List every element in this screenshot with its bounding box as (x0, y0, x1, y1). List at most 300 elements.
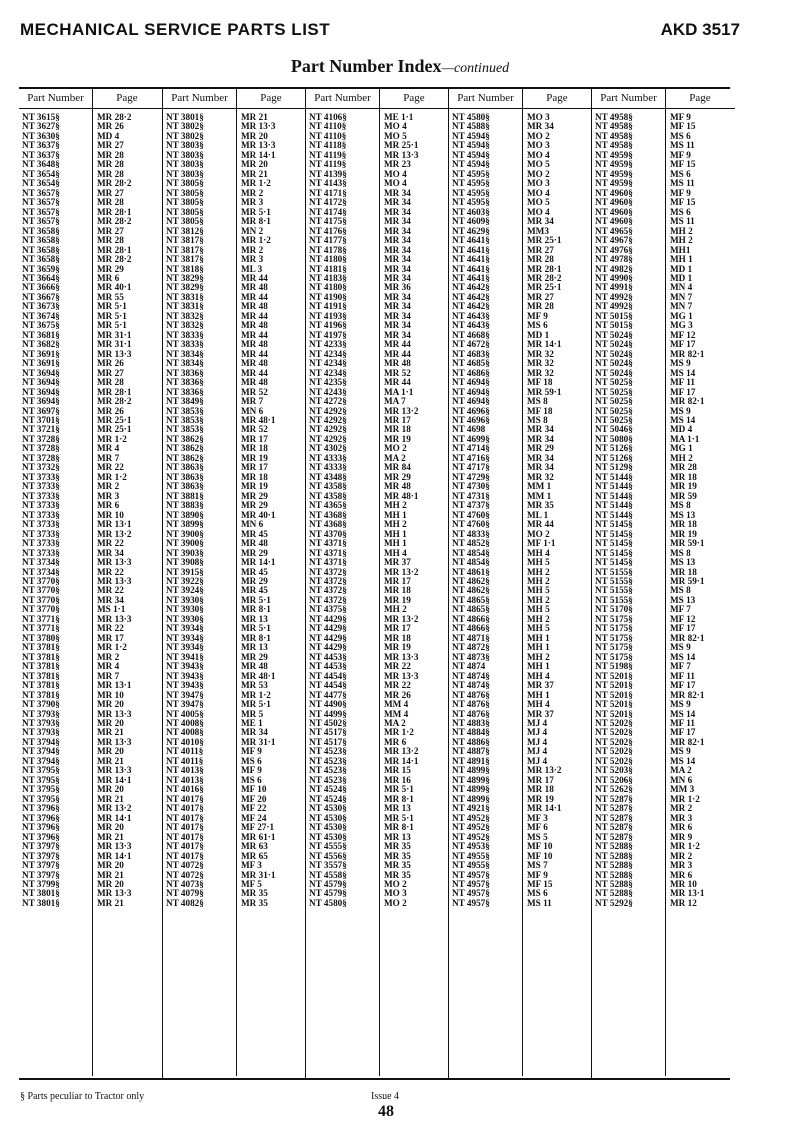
part-number-cell: NT 3862§ (166, 443, 204, 454)
part-number-cell: NT 3682§ (22, 339, 60, 350)
part-number-cell: NT 5025§ (595, 396, 633, 407)
part-number-cell: NT 3862§ (166, 452, 204, 463)
part-number-cell: NT 4523§ (309, 774, 347, 785)
part-number-cell: NT 4668§ (452, 329, 490, 340)
part-number-cell: NT 4180§ (309, 282, 347, 293)
page-ref-cell: MR 19 (384, 594, 411, 605)
part-number-cell: NT 4579§ (309, 888, 347, 899)
part-number-cell: NT 3648§ (22, 159, 60, 170)
page-ref-cell: MR 2 (97, 651, 120, 662)
part-number-cell: NT 4982§ (595, 263, 633, 274)
page-ref-cell: MR 18 (384, 632, 411, 643)
page-ref-cell: MR 2 (241, 187, 264, 198)
page-ref-cell: MH 2 (384, 500, 407, 511)
page-ref-cell: MR 45 (241, 566, 268, 577)
page-ref-cell: MM 3 (670, 784, 695, 795)
page-ref-cell: MR 26 (97, 121, 124, 132)
part-number-cell: NT 4017§ (166, 812, 204, 823)
page-ref-cell: MR 1·2 (241, 178, 271, 189)
part-number-cell: NT 4594§ (452, 130, 490, 141)
part-number-cell: NT 4594§ (452, 140, 490, 151)
page-ref-cell: MR 82·1 (670, 348, 705, 359)
part-number-cell: NT 4580§ (309, 897, 347, 908)
part-number-cell: NT 4952§ (452, 812, 490, 823)
page-ref-cell: MR 44 (241, 367, 268, 378)
page-ref-cell: MR 27 (97, 225, 124, 236)
part-number-cell: NT 4833§ (452, 528, 490, 539)
part-number-cell: NT 4957§ (452, 869, 490, 880)
page-ref-cell: MR 28 (97, 168, 124, 179)
part-number-cell: NT 5201§ (595, 689, 633, 700)
page-ref-cell: MR 13·3 (97, 557, 132, 568)
page-ref-cell: MR 45 (241, 585, 268, 596)
part-number-cell: NT 3793§ (22, 727, 60, 738)
page-ref-cell: MR 32 (527, 471, 554, 482)
page-ref-cell: MR 29 (241, 547, 268, 558)
page-ref-cell: MR 44 (241, 348, 268, 359)
page-ref-cell: MR 65 (241, 850, 268, 861)
part-number-cell: NT 3834§ (166, 358, 204, 369)
page-ref-cell: MR 44 (527, 519, 554, 530)
part-number-cell: NT 4642§ (452, 282, 490, 293)
part-number-cell: NT 3654§ (22, 178, 60, 189)
part-number-cell: NT 4952§ (452, 822, 490, 833)
part-number-cell: NT 4072§ (166, 869, 204, 880)
page-ref-cell: MH 2 (384, 519, 407, 530)
page-ref-cell: MH 5 (527, 585, 550, 596)
part-number-cell: NT 4953§ (452, 841, 490, 852)
part-number-cell: NT 3801§ (22, 888, 60, 899)
part-number-cell: NT 3831§ (166, 291, 204, 302)
part-number-cell: NT 5201§ (595, 708, 633, 719)
page-ref-cell: MR 26 (384, 689, 411, 700)
page-ref-cell: MO 2 (527, 168, 550, 179)
page-ref-cell: MR 19 (241, 452, 268, 463)
page-ref-cell: MR 34 (384, 197, 411, 208)
page-ref-cell: MF 1·1 (527, 538, 556, 549)
page-ref-cell: MR 34 (384, 187, 411, 198)
page-ref-cell: MF 17 (670, 680, 696, 691)
page-ref-cell: MR 26 (97, 358, 124, 369)
page-ref-cell: MR 19 (384, 433, 411, 444)
page-ref-cell: MR 6 (670, 822, 693, 833)
part-number-cell: NT 3947§ (166, 689, 204, 700)
part-number-cell: NT 4960§ (595, 187, 633, 198)
part-number-cell: NT 3694§ (22, 377, 60, 388)
part-number-cell: NT 3930§ (166, 594, 204, 605)
page-ref-cell: MR 55 (97, 291, 124, 302)
page-ref-cell: MR 31·1 (241, 736, 276, 747)
part-number-cell: NT 5287§ (595, 822, 633, 833)
page-ref-cell: MO 4 (384, 121, 407, 132)
page-ref-cell: MR 10 (97, 689, 124, 700)
page-ref-cell: MR 13·2 (527, 765, 562, 776)
table-header (19, 89, 162, 109)
page-ref-cell: MR 3 (97, 490, 120, 501)
part-number-cell: NT 4011§ (166, 755, 204, 766)
page-ref-cell: MS 11 (670, 178, 695, 189)
part-number-cell: NT 5175§ (595, 651, 633, 662)
part-number-cell: NT 4139§ (309, 168, 347, 179)
page-ref-cell: MF 15 (670, 197, 696, 208)
page-ref-cell: MR 13·3 (384, 149, 419, 160)
page-ref-cell: MR 28·2 (97, 216, 132, 227)
part-number-cell: NT 4368§ (309, 519, 347, 530)
part-number-cell: NT 3795§ (22, 774, 60, 785)
part-number-cell: NT 3836§ (166, 386, 204, 397)
header-part-number: Part Number (163, 89, 237, 108)
part-number-cell: NT 4899§ (452, 765, 490, 776)
part-number-cell: NT 3734§ (22, 557, 60, 568)
page-ref-cell: MO 4 (384, 178, 407, 189)
column-group (162, 89, 306, 1078)
part-number-cell: NT 3658§ (22, 225, 60, 236)
page-ref-cell: MS 6 (670, 130, 691, 141)
page-ref-cell: MR 82·1 (670, 689, 705, 700)
page-ref-cell: MR 21 (97, 869, 124, 880)
page-ref-cell: MR 13·3 (97, 348, 132, 359)
page-ref-cell: MF 3 (241, 860, 262, 871)
page-ref-cell: MR 12 (670, 897, 697, 908)
part-number-cell: NT 5202§ (595, 736, 633, 747)
row-list (306, 113, 449, 1076)
page-ref-cell: MR 28 (97, 197, 124, 208)
part-number-cell: NT 4959§ (595, 178, 633, 189)
page-ref-cell: MR 48·1 (384, 490, 419, 501)
page-ref-cell: MR 48 (241, 358, 268, 369)
part-number-cell: NT 3833§ (166, 339, 204, 350)
page-ref-cell: MR 28·1 (97, 244, 132, 255)
part-number-cell: NT 4370§ (309, 528, 347, 539)
part-number-cell: NT 4967§ (595, 235, 633, 246)
part-number-cell: NT 4641§ (452, 244, 490, 255)
part-number-cell: NT 3900§ (166, 538, 204, 549)
part-number-cell: NT 3657§ (22, 187, 60, 198)
page-ref-cell: MF 10 (527, 850, 553, 861)
part-number-cell: NT 4082§ (166, 897, 204, 908)
part-number-cell: NT 3733§ (22, 481, 60, 492)
part-number-cell: NT 4358§ (309, 490, 347, 501)
part-number-cell: NT 5155§ (595, 594, 633, 605)
part-number-cell: NT 5145§ (595, 557, 633, 568)
part-number-cell: NT 4978§ (595, 254, 633, 265)
page-ref-cell: MM 4 (384, 708, 409, 719)
part-number-cell: NT 3721§ (22, 424, 60, 435)
part-number-cell: NT 4172§ (309, 197, 347, 208)
page-ref-cell: MR 2 (670, 850, 693, 861)
part-number-cell: NT 3728§ (22, 452, 60, 463)
part-number-cell: NT 5025§ (595, 386, 633, 397)
page-ref-cell: MF 17 (670, 727, 696, 738)
page-ref-cell: MH 1 (670, 254, 693, 265)
part-number-cell: NT 3681§ (22, 329, 60, 340)
part-number-cell: NT 5175§ (595, 613, 633, 624)
part-number-cell: NT 4696§ (452, 415, 490, 425)
page-ref-cell: MR 13·3 (384, 670, 419, 681)
part-number-cell: NT 5144§ (595, 509, 633, 520)
page-ref-cell: MN 6 (670, 774, 693, 785)
page-ref-cell: MR 3 (670, 812, 693, 823)
page-ref-cell: MH 2 (527, 566, 550, 577)
part-number-cell: NT 3805§ (166, 206, 204, 217)
page-ref-cell: MR 48 (384, 481, 411, 492)
part-number-cell: NT 4872§ (452, 642, 490, 653)
page-ref-cell: MS 6 (527, 888, 548, 899)
part-number-cell: NT 3797§ (22, 850, 60, 861)
page-ref-cell: MO 2 (384, 443, 407, 454)
page-ref-cell: MR 5·1 (97, 310, 127, 321)
page-ref-cell: MR 14·1 (241, 149, 276, 160)
part-number-cell: NT 4523§ (309, 765, 347, 776)
part-number-cell: NT 5202§ (595, 718, 633, 728)
page-ref-cell: MF 17 (670, 339, 696, 350)
page-ref-cell: MF 12 (670, 613, 696, 624)
page-ref-cell: MR 28·2 (97, 396, 132, 407)
page-ref-cell: MR 63 (241, 841, 268, 852)
page-ref-cell: MR 61·1 (241, 831, 276, 842)
page-ref-cell: MR 52 (241, 386, 268, 397)
header-part-number: Part Number (19, 89, 93, 108)
page-ref-cell: MF 15 (670, 159, 696, 170)
page-ref-cell: MR 5·1 (241, 623, 271, 634)
part-number-cell: NT 5126§ (595, 443, 633, 454)
part-number-cell: NT 3659§ (22, 263, 60, 274)
page-ref-cell: MR 44 (241, 291, 268, 302)
page-ref-cell: MR 34 (384, 329, 411, 340)
header-part-number: Part Number (306, 89, 380, 108)
part-number-cell: NT 3733§ (22, 490, 60, 501)
page-ref-cell: MF 9 (670, 112, 691, 122)
part-number-cell: NT 4960§ (595, 197, 633, 208)
page-ref-cell: MR 13 (241, 642, 268, 653)
page-ref-cell: MR 8·1 (241, 216, 271, 227)
part-number-cell: NT 3627§ (22, 121, 60, 132)
part-number-cell: NT 4555§ (309, 841, 347, 852)
part-number-cell: NT 5202§ (595, 727, 633, 738)
page-ref-cell: MR 29 (527, 443, 554, 454)
page-ref-cell: MR 32 (527, 367, 554, 378)
page-ref-cell: MR 82·1 (670, 632, 705, 643)
part-number-cell: NT 4595§ (452, 178, 490, 189)
page-ref-cell: MF 9 (241, 746, 262, 757)
page-ref-cell: MR 35 (384, 869, 411, 880)
page-ref-cell: MR 29 (241, 490, 268, 501)
page-ref-cell: MR 48 (241, 339, 268, 350)
page-ref-cell: MH 1 (384, 538, 407, 549)
page-ref-cell: MS 14 (670, 415, 696, 425)
part-number-cell: NT 4178§ (309, 244, 347, 255)
part-number-cell: NT 4643§ (452, 320, 490, 331)
part-number-cell: NT 3836§ (166, 367, 204, 378)
part-number-cell: NT 4641§ (452, 263, 490, 274)
part-number-cell: NT 4899§ (452, 784, 490, 795)
part-number-cell: NT 4190§ (309, 291, 347, 302)
page-ref-cell: MR 8·1 (384, 822, 414, 833)
part-number-cell: NT 4180§ (309, 254, 347, 265)
part-number-cell: NT 3803§ (166, 149, 204, 160)
part-number-cell: NT 3900§ (166, 528, 204, 539)
part-number-cell: NT 3666§ (22, 282, 60, 293)
page-ref-cell: MJ 4 (527, 727, 548, 738)
part-number-cell: NT 3947§ (166, 699, 204, 710)
part-number-cell: NT 4502§ (309, 718, 347, 728)
page-ref-cell: ML 1 (527, 509, 549, 520)
page-ref-cell: MH 4 (527, 699, 550, 710)
part-number-cell: NT 4558§ (309, 869, 347, 880)
table-row (19, 899, 162, 908)
page-ref-cell: MR 28 (670, 462, 697, 473)
part-number-cell: NT 5024§ (595, 348, 633, 359)
part-number-cell: NT 3805§ (166, 216, 204, 227)
part-number-cell: NT 3930§ (166, 613, 204, 624)
page-ref-cell: MA 2 (384, 718, 406, 728)
page-ref-cell: MG 1 (670, 310, 693, 321)
part-number-cell: NT 4348§ (309, 471, 347, 482)
page-ref-cell: MR 20 (241, 159, 268, 170)
part-number-cell: NT 5144§ (595, 500, 633, 511)
part-number-cell: NT 5024§ (595, 339, 633, 350)
part-number-cell: NT 4523§ (309, 755, 347, 766)
part-number-cell: NT 5287§ (595, 812, 633, 823)
part-number-cell: NT 4595§ (452, 187, 490, 198)
part-number-cell: NT 3557§ (309, 860, 347, 871)
part-number-cell: NT 4899§ (452, 774, 490, 785)
page-ref-cell: MR 18 (241, 443, 268, 454)
page-ref-cell: MR 28·2 (527, 272, 562, 283)
page-ref-cell: MO 3 (384, 888, 407, 899)
page-ref-cell: MR 59·1 (527, 386, 562, 397)
part-number-cell: NT 4429§ (309, 613, 347, 624)
part-number-cell: NT 4874§ (452, 680, 490, 691)
part-number-cell: NT 4959§ (595, 149, 633, 160)
page-ref-cell: MR 35 (384, 850, 411, 861)
part-number-cell: NT 4686§ (452, 367, 490, 378)
part-number-cell: NT 3831§ (166, 301, 204, 312)
page-ref-cell: MH 1 (384, 528, 407, 539)
page-ref-cell: MR 16 (384, 774, 411, 785)
page-ref-cell: MO 5 (527, 197, 550, 208)
part-number-cell: NT 5155§ (595, 575, 633, 586)
part-number-cell: NT 3797§ (22, 841, 60, 852)
page-ref-cell: MR 13·3 (97, 575, 132, 586)
part-number-cell: NT 5170§ (595, 604, 633, 615)
part-number-cell: NT 4490§ (309, 699, 347, 710)
part-number-cell: NT 4174§ (309, 206, 347, 217)
part-number-cell: NT 4876§ (452, 689, 490, 700)
column-group (305, 89, 449, 1078)
page-ref-cell: MR 18 (384, 424, 411, 435)
part-number-cell: NT 4891§ (452, 755, 490, 766)
part-number-cell: NT 4588§ (452, 121, 490, 132)
page-ref-cell: MG 3 (670, 320, 693, 331)
page-ref-cell: MR 1·2 (97, 433, 127, 444)
part-number-cell: NT 5288§ (595, 850, 633, 861)
part-number-cell: NT 3817§ (166, 244, 204, 255)
index-title-main: Part Number Index (290, 56, 442, 76)
page-ref-cell: MO 2 (384, 897, 407, 908)
column-group (19, 89, 162, 1078)
part-number-cell: NT 4371§ (309, 538, 347, 549)
page-ref-cell: MR 21 (97, 897, 124, 908)
page-ref-cell: MR 13·2 (97, 803, 132, 814)
page-ref-cell: MR 44 (384, 339, 411, 350)
part-number-cell: NT 3794§ (22, 755, 60, 766)
part-number-cell: NT 4017§ (166, 793, 204, 804)
page-ref-cell: MR 7 (241, 396, 264, 407)
page-ref-cell: MR 1·2 (670, 793, 700, 804)
page-ref-cell: MR 20 (97, 699, 124, 710)
part-number-cell: NT 5024§ (595, 358, 633, 369)
part-number-cell: NT 3863§ (166, 462, 204, 473)
table-row (449, 899, 592, 908)
part-number-cell: NT 3829§ (166, 282, 204, 293)
part-number-cell: NT 4556§ (309, 850, 347, 861)
page-ref-cell: MF 7 (670, 661, 691, 672)
page-ref-cell: MR 37 (384, 557, 411, 568)
part-number-cell: NT 4235§ (309, 377, 347, 388)
page-ref-cell: MR 13·2 (384, 405, 419, 416)
part-number-cell: NT 4517§ (309, 736, 347, 747)
part-number-cell: NT 3733§ (22, 471, 60, 482)
part-number-cell: NT 4862§ (452, 585, 490, 596)
part-number-cell: NT 4730§ (452, 481, 490, 492)
part-number-cell: NT 3796§ (22, 812, 60, 823)
page-ref-cell: MF 9 (527, 310, 548, 321)
page-ref-cell: MR 17 (384, 623, 411, 634)
part-number-cell: NT 5145§ (595, 528, 633, 539)
page-ref-cell: MF 15 (527, 878, 553, 889)
page-ref-cell: MF 11 (670, 718, 695, 728)
page-ref-cell: MR 14·1 (384, 755, 419, 766)
part-number-cell: NT 3829§ (166, 272, 204, 283)
part-number-cell: NT 3781§ (22, 680, 60, 691)
page-ref-cell: MR 17 (384, 575, 411, 586)
page-ref-cell: MS 8 (527, 415, 548, 425)
header-page: Page (116, 92, 138, 104)
page-ref-cell: MR 29 (384, 471, 411, 482)
header-page: Page (546, 92, 568, 104)
part-number-cell: NT 4234§ (309, 348, 347, 359)
part-number-cell: NT 3657§ (22, 206, 60, 217)
part-number-cell: NT 3817§ (166, 254, 204, 265)
header-page: Page (689, 92, 711, 104)
page-ref-cell: MR 27 (527, 244, 554, 255)
table-header (306, 89, 449, 109)
page-ref-cell: MR 13·2 (384, 566, 419, 577)
page-ref-cell: MF 9 (241, 765, 262, 776)
page-ref-cell: MR 13 (384, 831, 411, 842)
table-row (163, 899, 306, 908)
part-number-cell: NT 4952§ (452, 831, 490, 842)
part-number-cell: NT 4866§ (452, 613, 490, 624)
part-number-cell: NT 5198§ (595, 661, 633, 672)
part-number-cell: NT 4642§ (452, 301, 490, 312)
page-ref-cell: MR 17 (527, 774, 554, 785)
part-number-cell: NT 3797§ (22, 860, 60, 871)
part-number-cell: NT 4641§ (452, 272, 490, 283)
page-ref-cell: MA 2 (670, 765, 692, 776)
part-number-cell: NT 3630§ (22, 130, 60, 141)
part-number-cell: NT 3803§ (166, 159, 204, 170)
part-number-cell: NT 4595§ (452, 168, 490, 179)
page-ref-cell: MR 13 (241, 613, 268, 624)
page-ref-cell: MR 22 (97, 538, 124, 549)
page-ref-cell: MO 3 (527, 140, 550, 151)
page-ref-cell: MR 21 (97, 831, 124, 842)
part-number-cell: NT 3795§ (22, 765, 60, 776)
page-ref-cell: MR 31·1 (97, 339, 132, 350)
part-number-cell: NT 4429§ (309, 623, 347, 634)
